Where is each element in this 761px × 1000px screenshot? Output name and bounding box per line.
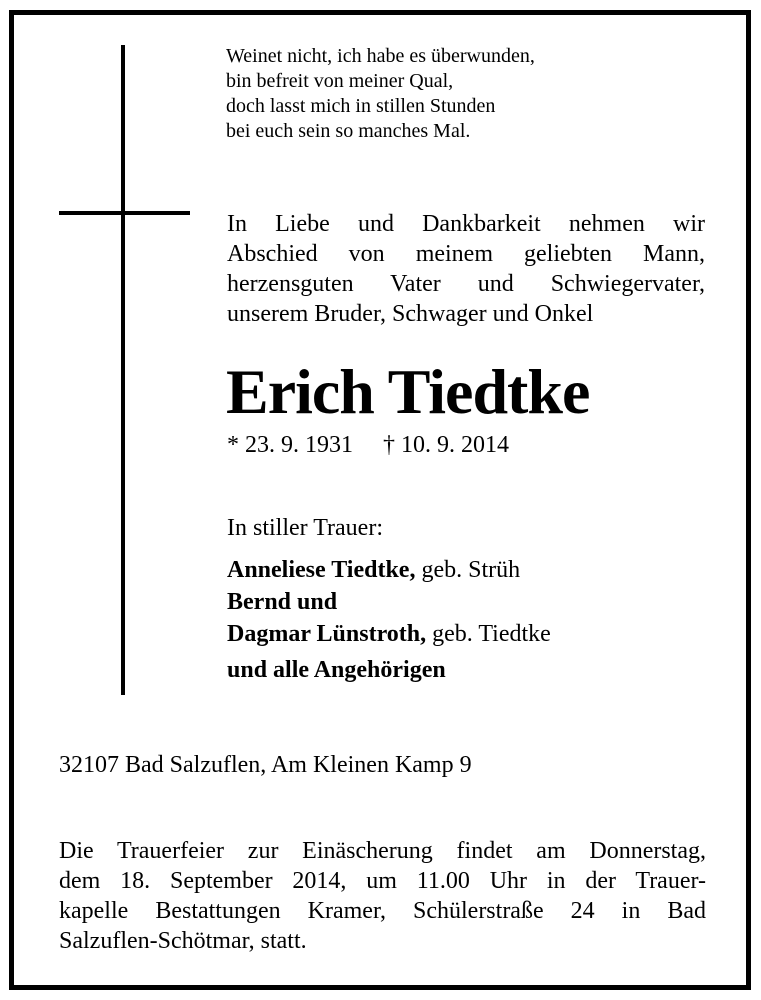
deceased-name: Erich Tiedtke (226, 356, 590, 427)
family-member (227, 554, 551, 586)
mourning-label: In stiller Trauer: (227, 515, 383, 541)
intro-line: Abschied von meinem geliebten Mann, (227, 241, 705, 267)
family-member-name: Anneliese Tiedtke, (227, 557, 416, 583)
ceremony-line: Salzuflen-Schötmar, statt. (59, 928, 307, 954)
family-member-suffix: geb. Strüh (421, 557, 521, 583)
family-member-name: Bernd und (227, 589, 338, 615)
ceremony-line: dem 18. September 2014, um 11.00 Uhr in der Trauer- (59, 868, 706, 894)
poem-line: bei euch sein so manches Mal. (226, 120, 471, 142)
intro-text (227, 209, 705, 329)
family-all-relatives: und alle Angehörigen (227, 657, 446, 683)
poem-line: bin befreit von meiner Qual, (226, 70, 454, 92)
family-member-suffix: geb. Tiedtke (432, 621, 551, 647)
ceremony-line: kapelle Bestattungen Kramer, Schülerstraße 24 in Bad (59, 898, 706, 924)
intro-line: unserem Bruder, Schwager und Onkel (227, 301, 594, 327)
poem-line: doch lasst mich in stillen Stunden (226, 95, 496, 117)
death-date: † 10. 9. 2014 (383, 432, 509, 458)
poem-line: Weinet nicht, ich habe es überwunden, (226, 45, 535, 67)
ceremony-line: Die Trauerfeier zur Einäscherung findet am Donnerstag, (59, 838, 706, 864)
address: 32107 Bad Salzuflen, Am Kleinen Kamp 9 (59, 752, 472, 778)
intro-line: herzensguten Vater und Schwiegervater, (227, 271, 705, 297)
family-member (227, 586, 551, 618)
family-member-name: Dagmar Lünstroth, (227, 621, 427, 647)
poem (226, 44, 646, 144)
cross-horizontal-beam (59, 211, 190, 215)
life-dates (227, 430, 509, 460)
family-list (227, 554, 551, 686)
ceremony-info (59, 836, 706, 956)
family-member (227, 618, 551, 650)
cross-vertical-beam (121, 45, 125, 695)
birth-date: * 23. 9. 1931 (227, 432, 353, 458)
intro-line: In Liebe und Dankbarkeit nehmen wir (227, 211, 705, 237)
